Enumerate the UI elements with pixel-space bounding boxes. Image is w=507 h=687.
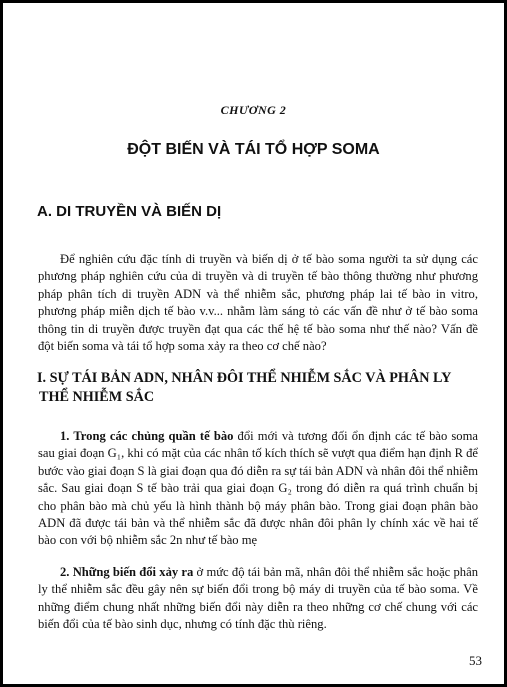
section-i-heading (37, 369, 487, 407)
intro-paragraph: Để nghiên cứu đặc tính di truyền và biến dị ở tế bào soma người ta sử dụng các phương pháp nghiên cứu của di truyền và di truyền tế bào thông thường như phương pháp phân tích di truyền ADN và thể nhiễm sắc, phương pháp lai tế bào in vitro, phương pháp miễn dịch tế bào v.v... nhằm làm sáng tỏ các vấn đề như ở tế bào soma thông tin di truyền được truyền đạt qua các thế hệ tế bào soma như thế nào? Vấn đề đột biến soma và tái tổ hợp soma xảy ra theo cơ chế nào? (38, 252, 478, 354)
chapter-label: CHƯƠNG 2 (220, 103, 287, 117)
paragraph-1-text: đổi mới và tương đối ổn định các tế bào soma sau giai đoạn G₁, khi có mặt của các nhân tố kích thích sẽ vượt qua điểm hạn định R để bước vào giai đoạn S là giai đoạn qua đó diễn ra sự tái bản ADN và nhân đôi thể nhiễm sắc. Sau giai đoạn S tế bào trải qua giai đoạn G₂ trong đó diễn ra quá trình chuẩn bị cho phân bào mà chủ yếu là hình thành bộ máy phân bào. Trong giai đoạn phân bào ADN đã được tái bản và thể nhiễm sắc đã được nhân đôi phân ly chính xác về hai tế bào con với bộ nhiễm sắc 2n như tế bào mẹ (38, 429, 479, 548)
paragraph-2-text: ở mức độ tái bản mã, nhân đôi thể nhiễm sắc hoặc phân ly thể nhiễm sắc đều gây nên sự biến đổi trong bộ máy di truyền của tế bào soma. Về những điểm chung nhất những biến đổi này diễn ra theo những cơ chế chung với các biến đổi của tế bào sinh dục, nhưng có tính đặc thù riêng. (38, 565, 478, 632)
paragraph-1-lead: 1. Trong các chủng quần tế bào (60, 429, 234, 443)
section-i-heading-line1: I. SỰ TÁI BẢN ADN, NHÂN ĐÔI THỂ NHIỄM SẮC VÀ PHÂN LY (37, 370, 452, 386)
page-number: 53 (469, 653, 482, 668)
paragraph-2-lead: 2. Những biến đổi xảy ra (60, 565, 194, 579)
chapter-title: ĐỘT BIẾN VÀ TÁI TỔ HỢP SOMA (127, 141, 380, 158)
section-a-heading: A. DI TRUYỀN VÀ BIẾN DỊ (37, 203, 222, 220)
paragraph-1 (38, 428, 478, 550)
paragraph-2 (38, 564, 478, 634)
section-i-heading-line2: THỂ NHIỄM SẮC (39, 389, 155, 405)
